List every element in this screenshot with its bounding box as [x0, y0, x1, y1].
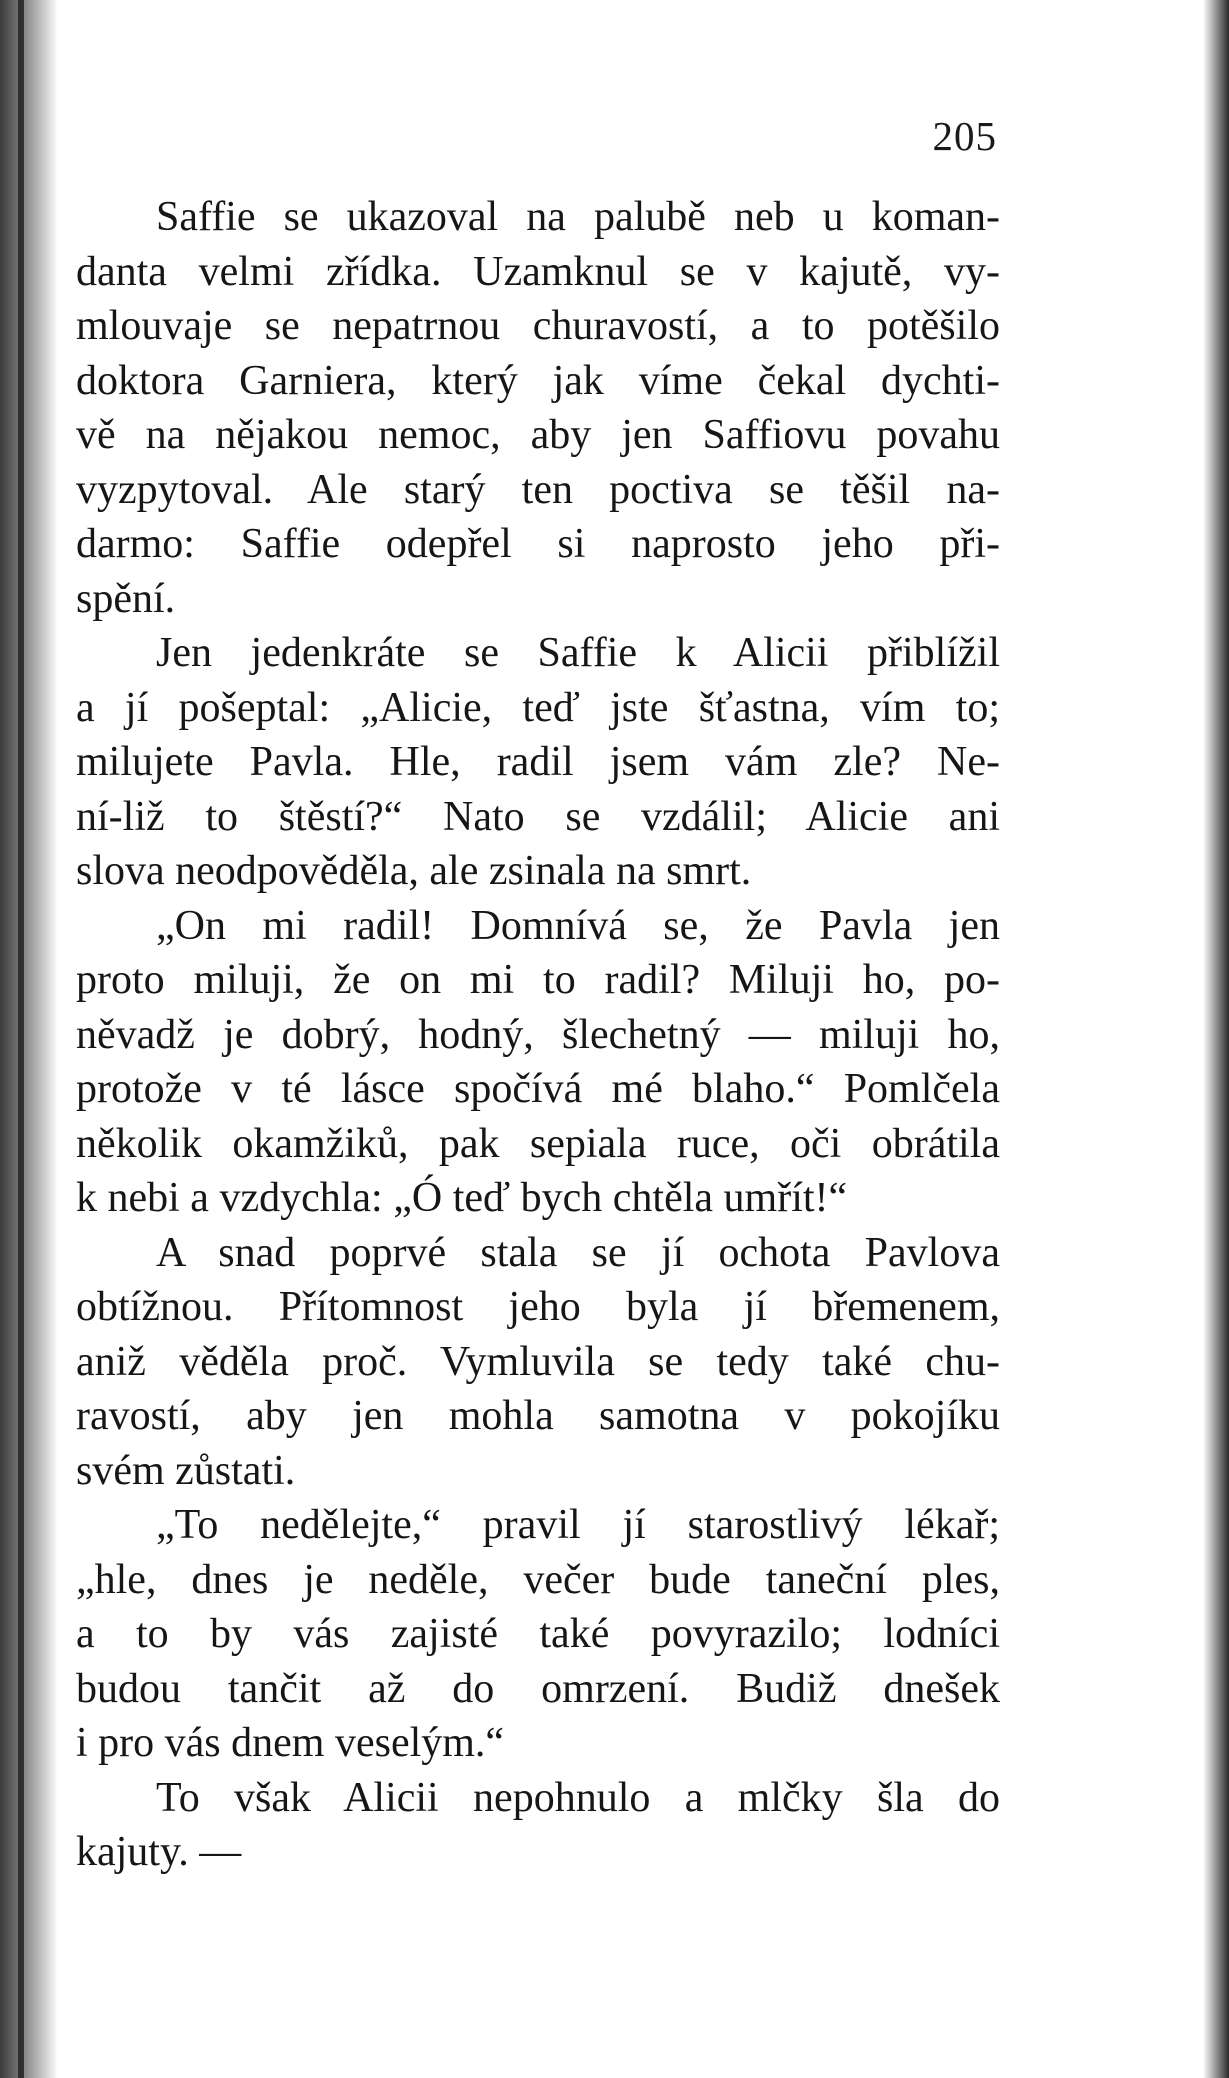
text-line: „On mi radil! Domnívá se, že Pavla jen: [156, 902, 1000, 949]
text-line: aniž věděla proč. Vymluvila se tedy také chu-: [76, 1338, 1000, 1385]
text-line: mlouvaje se nepatrnou churavostí, a to potěšilo: [76, 303, 1000, 349]
paragraph: [76, 1771, 1000, 1880]
text-line: doktora Garniera, který jak víme čekal dychti-: [76, 357, 1000, 404]
text-line: budou tančit až do omrzení. Budiž dnešek: [76, 1665, 1000, 1712]
text-line: několik okamžiků, pak sepiala ruce, oči obrátila: [76, 1120, 1000, 1167]
paragraph: [76, 899, 1000, 1226]
text-line: a to by vás zajisté také povyrazilo; lodníci: [76, 1611, 1000, 1657]
page-number: 205: [932, 113, 997, 159]
text-line: vyzpytoval. Ale starý ten poctiva se těšil na-: [76, 466, 1000, 513]
text-line: milujete Pavla. Hle, radil jsem vám zle? Ne-: [76, 739, 1000, 785]
paragraph: [76, 1498, 1000, 1771]
text-line: „To nedělejte,“ pravil jí starostlivý lékař;: [156, 1502, 1000, 1548]
text-line: Saffie se ukazoval na palubě neb u koman-: [156, 194, 1000, 240]
text-line: svém zůstati.: [76, 1447, 296, 1494]
text-line: něvadž je dobrý, hodný, šlechetný — miluji ho,: [76, 1011, 1000, 1058]
paragraph: [76, 1226, 1000, 1499]
paragraph: [76, 626, 1000, 899]
text-line: darmo: Saffie odepřel si naprosto jeho při-: [76, 521, 1000, 567]
text-line: „hle, dnes je neděle, večer bude taneční ples,: [76, 1556, 1000, 1603]
text-line: i pro vás dnem veselým.“: [76, 1720, 505, 1766]
binding-line: [18, 0, 24, 2078]
body-text: [76, 190, 1000, 1880]
text-line: ní-liž to štěstí?“ Nato se vzdálil; Alicie ani: [76, 793, 1000, 840]
text-line: Jen jedenkráte se Saffie k Alicii přiblížil: [156, 630, 1000, 676]
text-line: k nebi a vzdychla: „Ó teď bych chtěla umřít!“: [76, 1175, 848, 1221]
text-line: a jí pošeptal: „Alicie, teď jste šťastna, vím to;: [76, 684, 1000, 731]
text-line: obtížnou. Přítomnost jeho byla jí břemenem,: [76, 1284, 1000, 1330]
text-line: slova neodpověděla, ale zsinala na smrt.: [76, 848, 752, 894]
binding-shadow: [0, 0, 58, 2078]
text-line: kajuty. —: [76, 1829, 242, 1875]
text-line: ravostí, aby jen mohla samotna v pokojíku: [76, 1393, 1000, 1439]
text-line: protože v té lásce spočívá mé blaho.“ Pomlčela: [76, 1066, 1000, 1112]
text-line: To však Alicii nepohnulo a mlčky šla do: [156, 1774, 1000, 1821]
text-line: A snad poprvé stala se jí ochota Pavlova: [156, 1229, 1000, 1276]
paragraph: [76, 190, 1000, 626]
text-line: danta velmi zřídka. Uzamknul se v kajutě, vy-: [76, 248, 1000, 295]
page-edge-shadow: [1203, 0, 1229, 2078]
text-line: vě na nějakou nemoc, aby jen Saffiovu povahu: [76, 412, 1000, 458]
text-line: proto miluji, že on mi to radil? Miluji ho, po-: [76, 957, 1000, 1003]
text-line: spění.: [76, 575, 176, 622]
